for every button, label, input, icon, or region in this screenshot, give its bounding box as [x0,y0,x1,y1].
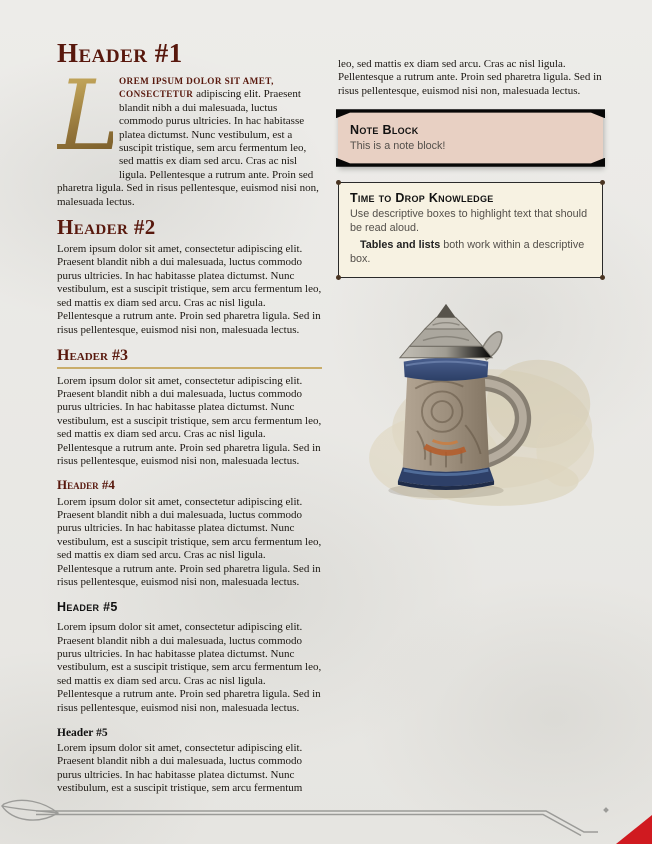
paragraph-5: Lorem ipsum dolor sit amet, consectetur adipiscing elit. Praesent blandit nibh a dui malesuada, luctus commodo purus ultricies. In hac habitasse platea dictumst. Nunc vestibulum, est a suscipit tristique, sem arcu fermentum leo, sed mattis ex diam sed arcu. Cras ac nisl ligula. Pellentesque a rutrum ante. Proin sed pharetra ligula. Sed in risus pellentesque, euismod nisi non, malesuada lectus. [57,621,322,714]
paragraph-2: Lorem ipsum dolor sit amet, consectetur adipiscing elit. Praesent blandit nibh a dui malesuada, luctus commodo purus ultricies. In hac habitasse platea dictumst. Nunc vestibulum, est a suscipit tristique, sem arcu fermentum leo, sed mattis ex diam sed arcu. Cras ac nisl ligula. Pellentesque a rutrum ante. Proin sed pharetra ligula. Sed in risus pellentesque, euismod nisi non, malesuada lectus. [57,243,322,336]
descriptive-box-line1: Use descriptive boxes to highlight text that should be read aloud. [350,207,588,235]
paragraph-4: Lorem ipsum dolor sit amet, consectetur adipiscing elit. Praesent blandit nibh a dui malesuada, luctus commodo purus ultricies. In hac habitasse platea dictumst. Nunc vestibulum, est a suscipit tristique, sem arcu fermentum leo, sed mattis ex diam sed arcu. Cras ac nisl ligula. Pellentesque a rutrum ante. Proin sed pharetra ligula. Sed in risus pellentesque, euismod nisi non, malesuada lectus. [57,495,322,589]
note-block [338,110,603,166]
header-5: Header #5 [57,600,118,615]
drop-cap-letter: L [57,60,121,172]
descriptive-box-line2-rest: both work within a descriptive box. [350,238,585,266]
continuation-paragraph: leo, sed mattis ex diam sed arcu. Cras ac nisl ligula. Pellentesque a rutrum ante. Proin sed pharetra ligula. Sed in risus pellentesque, euismod nisi non, malesuada lectus. [338,58,602,97]
descriptive-box [338,182,603,278]
header-4: Header #4 [57,477,115,493]
beer-stein-icon [346,296,596,508]
footer-decoration [0,798,652,844]
corner-dot-icon [600,180,605,185]
paragraph-1-rest: adipiscing elit. Praesent blandit nibh a dui malesuada, luctus commodo purus ultricies. In hac habitasse platea dictumst. Nunc vestibulum, est a suscipit tristique, sem arcu fermentum leo, sed mattis ex diam sed arcu. Cras ac nisl ligula. Pellentesque a rutrum ante. Proin sed pharetra ligula. Sed in risus pellentesque, euismod nisi non, malesuada lectus. [57,88,319,208]
header-1: Header #1 [57,38,183,68]
descriptive-box-line2-bold: Tables and lists [360,238,441,251]
corner-dot-icon [336,180,341,185]
note-block-body: This is a note block! [350,140,446,153]
descriptive-box-title: Time to Drop Knowledge [350,190,494,205]
left-column [57,40,322,801]
header-3: Header #3 [57,347,322,369]
header-6: Header #5 [57,727,108,740]
footer-leaf-flourish-icon [2,800,58,820]
right-column [338,40,603,801]
paragraph-1 [57,60,322,209]
footer-rule-icon [36,811,598,836]
note-block-title: Note Block [350,123,419,138]
paragraph-3: Lorem ipsum dolor sit amet, consectetur adipiscing elit. Praesent blandit nibh a dui malesuada, luctus commodo purus ultricies. In hac habitasse platea dictumst. Nunc vestibulum, est a suscipit tristique, sem arcu fermentum leo, sed mattis ex diam sed arcu. Cras ac nisl ligula. Pellentesque a rutrum ante. Proin sed pharetra ligula. Sed in risus pellentesque, euismod nisi non, malesuada lectus. [57,374,322,467]
paragraph-6: Lorem ipsum dolor sit amet, consectetur adipiscing elit. Praesent blandit nibh a dui malesuada, luctus commodo purus ultricies. In hac habitasse platea dictumst. Nunc vestibulum, est a suscipit tristique, sem arcu fermentum [57,741,303,794]
page-content [57,40,602,801]
footer-red-triangle-icon [616,815,652,844]
footer-dot-icon [603,807,609,813]
corner-dot-icon [336,275,341,280]
corner-dot-icon [600,275,605,280]
header-2: Header #2 [57,215,156,240]
paragraph-1-lead: OREM IPSUM DOLOR SIT AMET, CONSECTETUR [119,76,274,100]
beer-stein-illustration [338,296,603,513]
descriptive-box-line2 [350,238,591,267]
